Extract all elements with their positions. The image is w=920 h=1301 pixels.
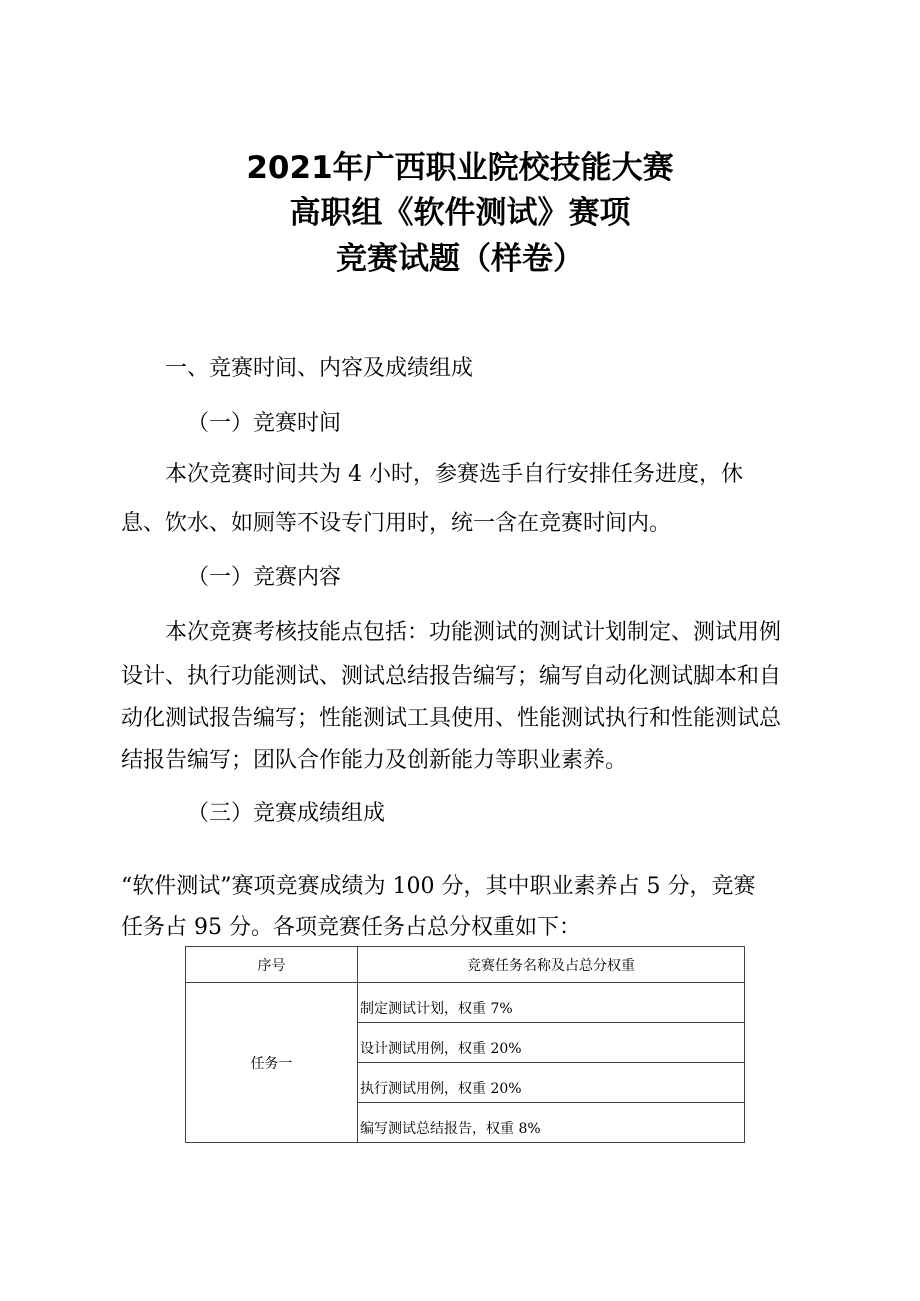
paragraph-content-line-2: 设计、执行功能测试、测试总结报告编写；编写自动化测试脚本和自 bbox=[121, 664, 782, 689]
header-task-name: 竞赛任务名称及占总分权重 bbox=[358, 947, 745, 983]
paragraph-score-line-2: 任务占 95 分。各项竞赛任务占总分权重如下： bbox=[121, 915, 581, 940]
task-label: 任务一 bbox=[186, 983, 358, 1143]
subheading-content: （一）竞赛内容 bbox=[187, 565, 342, 590]
doc-title-line-3: 竞赛试题（样卷） bbox=[336, 241, 584, 277]
task-weights-table bbox=[185, 946, 745, 1143]
subheading-time: （一）竞赛时间 bbox=[187, 411, 342, 436]
task-weight-cell: 设计测试用例，权重 20% bbox=[358, 1023, 745, 1063]
paragraph-time-line-1: 本次竞赛时间共为 4 小时，参赛选手自行安排任务进度，休 bbox=[165, 462, 743, 487]
task-weight-cell: 制定测试计划，权重 7% bbox=[358, 983, 745, 1023]
table-row bbox=[186, 983, 745, 1023]
doc-title-line-1: 2021年广西职业院校技能大赛 bbox=[246, 150, 674, 186]
task-weight-cell: 执行测试用例，权重 20% bbox=[358, 1063, 745, 1103]
header-seq: 序号 bbox=[186, 947, 358, 983]
paragraph-content-line-3: 动化测试报告编写；性能测试工具使用、性能测试执行和性能测试总 bbox=[121, 706, 782, 731]
paragraph-content-line-4: 结报告编写；团队合作能力及创新能力等职业素养。 bbox=[121, 748, 628, 773]
section-heading: 一、竞赛时间、内容及成绩组成 bbox=[165, 356, 474, 381]
task-weight-cell: 编写测试总结报告，权重 8% bbox=[358, 1103, 745, 1143]
doc-title-line-2: 高职组《软件测试》赛项 bbox=[289, 195, 631, 231]
subheading-score: （三）竞赛成绩组成 bbox=[187, 801, 386, 826]
table-header-row bbox=[186, 947, 745, 983]
paragraph-score-line-1: “软件测试”赛项竞赛成绩为 100 分，其中职业素养占 5 分，竞赛 bbox=[121, 874, 756, 899]
paragraph-content-line-1: 本次竞赛考核技能点包括：功能测试的测试计划制定、测试用例 bbox=[165, 620, 782, 645]
paragraph-time-line-2: 息、饮水、如厕等不设专门用时，统一含在竞赛时间内。 bbox=[121, 511, 672, 536]
